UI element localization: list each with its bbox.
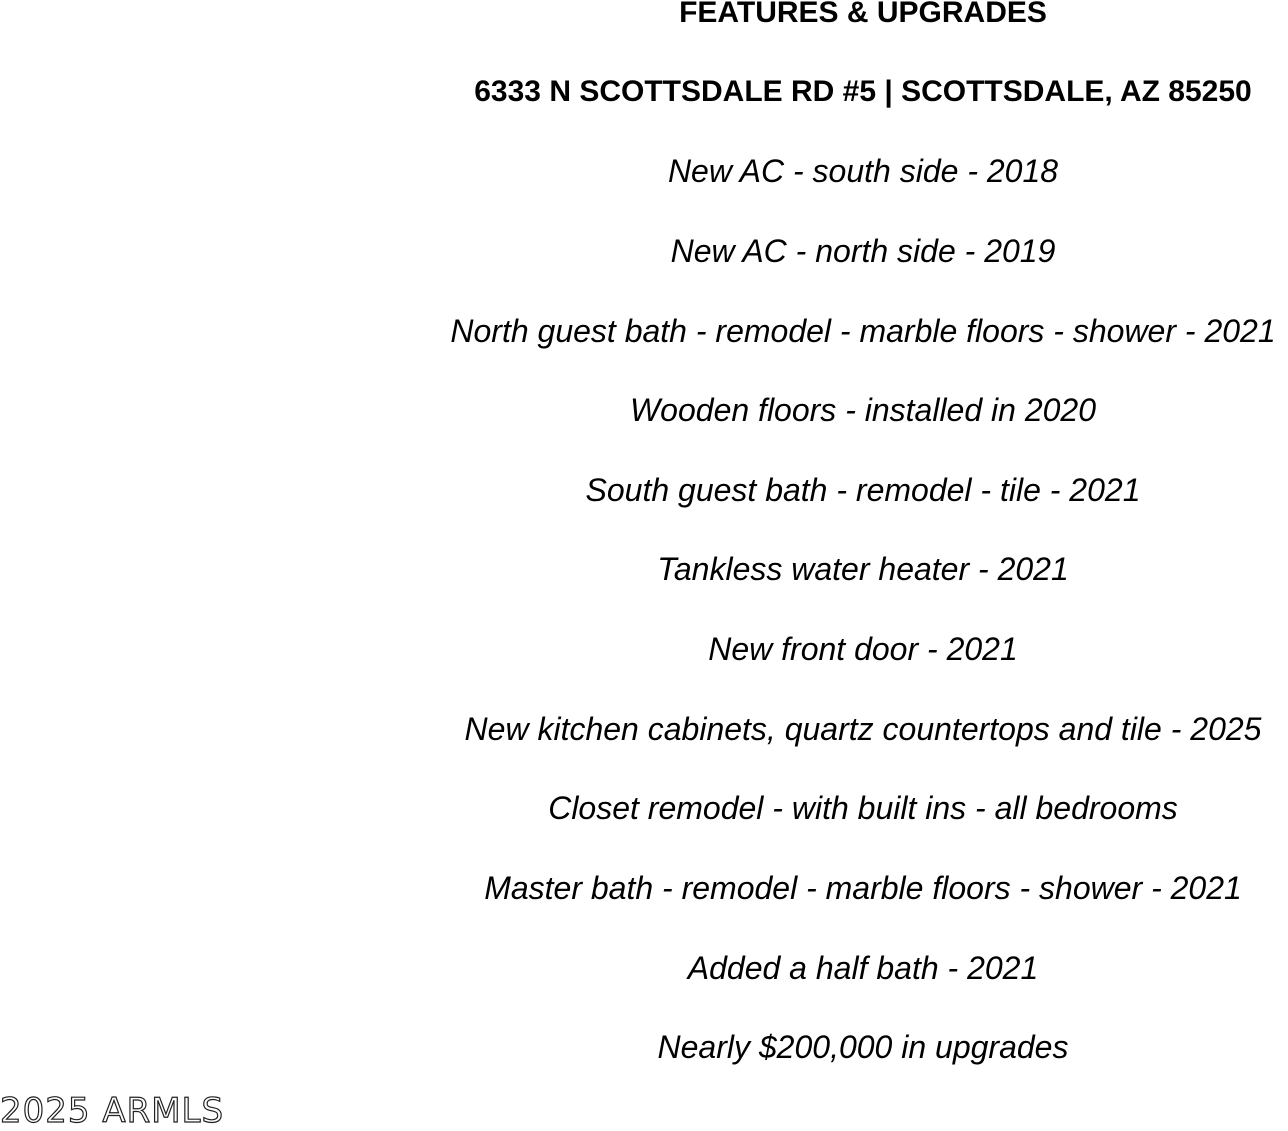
feature-item: North guest bath - remodel - marble floors - shower - 2021 bbox=[450, 313, 1276, 349]
feature-item: New AC - north side - 2019 bbox=[670, 233, 1056, 269]
feature-item: Closet remodel - with built ins - all bedrooms bbox=[548, 790, 1178, 826]
feature-item: New kitchen cabinets, quartz countertops and tile - 2025 bbox=[464, 711, 1262, 747]
feature-item: New AC - south side - 2018 bbox=[667, 153, 1059, 189]
features-document bbox=[438, 0, 1288, 1100]
feature-item-summary: Nearly $200,000 in upgrades bbox=[657, 1029, 1069, 1065]
feature-item: Tankless water heater - 2021 bbox=[657, 551, 1069, 587]
property-address: 6333 N SCOTTSDALE RD #5 | SCOTTSDALE, AZ 85250 bbox=[474, 75, 1252, 108]
feature-item: South guest bath - remodel - tile - 2021 bbox=[585, 472, 1141, 508]
feature-item: New front door - 2021 bbox=[708, 631, 1018, 667]
feature-item: Master bath - remodel - marble floors - shower - 2021 bbox=[484, 870, 1242, 906]
document-title: FEATURES & UPGRADES bbox=[679, 0, 1047, 29]
armls-watermark: 2025 ARMLS bbox=[0, 1091, 225, 1131]
feature-item: Added a half bath - 2021 bbox=[687, 950, 1039, 986]
feature-item: Wooden floors - installed in 2020 bbox=[629, 392, 1097, 428]
